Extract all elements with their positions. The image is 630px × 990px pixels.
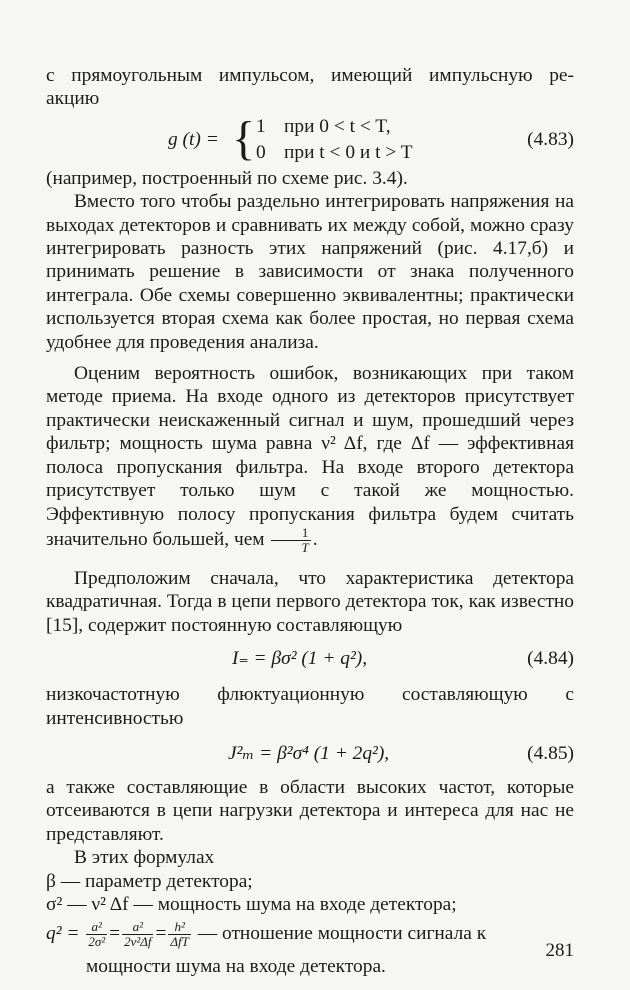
paragraph-4-text: Оценим вероятность ошибок, возникающих при таком методе приема. На входе одного из детекторов присутствует практически неискаженный сигнал и шум, прошедший через фильтр; мощность шума равна ν² Δf, где Δf — эффективная полоса пропускания фильтра. На входе второго детектора присутствует только шум с такой же мощностью. Эффективную полосу пропускания фильтра будем считать значительно большей, чем [46, 363, 574, 550]
equation-4-83 [46, 113, 574, 167]
paragraph-1-line-1: с прямоугольным импульсом, имеющий импульсную ре- [46, 65, 574, 86]
equation-4-84 [46, 637, 574, 683]
frac-2-den: 2ν²Δf [124, 934, 152, 950]
definitions-list [46, 870, 574, 979]
definition-q-frac-1 [86, 920, 107, 949]
definition-sigma: σ² — ν² Δf — мощность шума на входе детектора; [46, 893, 457, 915]
page-body [46, 64, 574, 979]
eq-4-83-lhs: g (t) = [168, 128, 219, 150]
paragraph-4 [46, 362, 574, 555]
frac-3-den: ΔfT [170, 934, 189, 950]
frac-1-num: a² [86, 920, 107, 935]
frac-3-num: h² [168, 920, 190, 935]
paragraph-4-end: . [312, 528, 318, 550]
definition-q-frac-2 [122, 920, 153, 949]
eq-4-83-case2-val: 0 [256, 141, 266, 163]
definition-q-frac-3 [168, 920, 190, 949]
eq-4-85-number: (4.85) [527, 742, 574, 764]
frac-1-den: 2σ² [88, 934, 106, 950]
paragraph-6: низкочастотную флюктуационную составляющую с интенсивностью [46, 684, 574, 729]
definition-q-text: — отношение мощности сигнала к [197, 923, 487, 945]
eq-4-83-brace: { [232, 111, 256, 165]
page-number: 281 [545, 940, 574, 961]
paragraph-5: Предположим сначала, что характеристика детектора квадратичная. Тогда в цепи первого детектора ток, как известно [15], содержит постоянную составляющую [46, 567, 574, 636]
equation-4-85 [46, 730, 574, 776]
paragraph-3: Вместо того чтобы раздельно интегрировать напряжения на выходах детекторов и сравнивать их между собой, можно сразу интегрировать разность этих напряжений (рис. 4.17,б) и принимать решение в зависимости от знака полученного интеграла. Обе схемы совершенно эквивалентны; практически используется вторая схема как более простая, но первая схема удобнее для проведения анализа. [46, 191, 574, 353]
eq-4-83-case2-cond: при t < 0 и t > T [284, 141, 413, 163]
fraction-denominator: T [301, 539, 309, 555]
eq-4-85-expr: J²ₘ = β²σ⁴ (1 + 2q²), [228, 742, 390, 764]
eq-4-83-case1-val: 1 [256, 115, 266, 137]
definition-q-lhs: q² = [46, 923, 80, 945]
paragraph-8: В этих формулах [74, 847, 215, 869]
frac-2-num: a² [122, 920, 153, 935]
eq-4-83-case1-cond: при 0 < t < T, [284, 115, 391, 137]
paragraph-1 [46, 64, 574, 111]
definition-q: q² = $\frac{\text{a²}}{\text{2σ²}}$ = $\frac{\text{a²}}{\text{2ν²Δf}}$ = $\frac{\text{h²}}{\text{ΔfT}}$ — отношение мощности сигнала к [46, 919, 487, 950]
fraction-numerator: 1 [271, 526, 310, 541]
paragraph-1-line-2: акцию [46, 88, 100, 110]
definition-q-continuation: мощности шума на входе детектора. [86, 956, 386, 978]
paragraph-7: а также составляющие в области высоких частот, которые отсеиваются в цепи нагрузки детектора и интереса для нас не представляют. [46, 776, 574, 845]
definition-beta: β — параметр детектора; [46, 870, 253, 892]
paragraph-2: (например, построенный по схеме рис. 3.4). [46, 167, 408, 189]
paragraph-4-fraction [271, 526, 310, 555]
eq-4-84-number: (4.84) [527, 648, 574, 670]
eq-4-83-number: (4.83) [527, 128, 574, 150]
eq-4-84-expr: I₌ = βσ² (1 + q²), [232, 648, 368, 670]
